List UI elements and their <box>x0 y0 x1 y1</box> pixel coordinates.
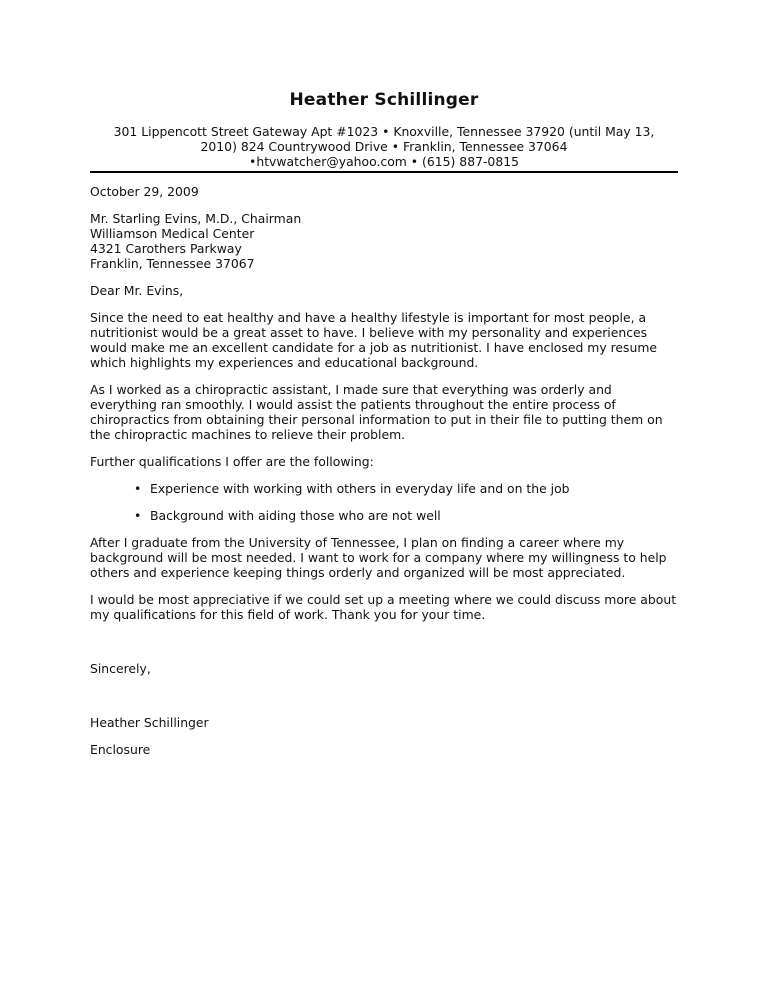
list-item <box>90 508 678 523</box>
bullet-icon: • <box>134 481 142 496</box>
paragraph-4: After I graduate from the University of Tennessee, I plan on finding a career where my background will be most needed. I want to work for a company where my willingness to help others and experience keeping things orderly and organized will be most appreciated. <box>90 535 667 580</box>
paragraph-1: Since the need to eat healthy and have a healthy lifestyle is important for most people, a nutritionist would be a great asset to have. I believe with my personality and experiences would make me an excellent candidate for a job as nutritionist. I have enclosed my resume which highlights my experiences and educational background. <box>90 310 658 370</box>
list-item-text: Background with aiding those who are not well <box>150 508 441 523</box>
list-item <box>90 481 678 496</box>
recipient-line-4: Franklin, Tennessee 37067 <box>90 256 255 271</box>
letter-date: October 29, 2009 <box>90 184 199 199</box>
contact-line-3: •htvwatcher@yahoo.com • (615) 887-0815 <box>249 154 519 169</box>
sender-contact <box>90 124 678 169</box>
paragraph-5: I would be most appreciative if we could set up a meeting where we could discuss more about my qualifications for this field of work. Thank you for your time. <box>90 592 677 622</box>
recipient-line-2: Williamson Medical Center <box>90 226 255 241</box>
signature-name: Heather Schillinger <box>90 715 209 730</box>
spacer <box>90 634 678 661</box>
recipient-address <box>90 211 678 271</box>
letterhead <box>90 88 678 169</box>
contact-line-1: 301 Lippencott Street Gateway Apt #1023 • Knoxville, Tennessee 37920 (until May 13, <box>113 124 655 139</box>
paragraph-3: Further qualifications I offer are the following: <box>90 454 374 469</box>
recipient-line-3: 4321 Carothers Parkway <box>90 241 242 256</box>
enclosure-note: Enclosure <box>90 742 151 757</box>
qualifications-list <box>90 481 678 523</box>
recipient-line-1: Mr. Starling Evins, M.D., Chairman <box>90 211 302 226</box>
closing: Sincerely, <box>90 661 151 676</box>
header-divider <box>90 171 678 173</box>
contact-line-2: 2010) 824 Countrywood Drive • Franklin, Tennessee 37064 <box>200 139 568 154</box>
paragraph-2: As I worked as a chiropractic assistant, I made sure that everything was orderly and everything ran smoothly. I would assist the patients throughout the entire process of chiropractics from obtaining their personal information to put in their file to putting them on the chiropractic machines to relieve their problem. <box>90 382 663 442</box>
salutation: Dear Mr. Evins, <box>90 283 184 298</box>
sender-name: Heather Schillinger <box>289 90 479 110</box>
letter-body <box>90 184 678 769</box>
spacer <box>90 688 678 715</box>
bullet-icon: • <box>134 508 142 523</box>
list-item-text: Experience with working with others in everyday life and on the job <box>150 481 570 496</box>
